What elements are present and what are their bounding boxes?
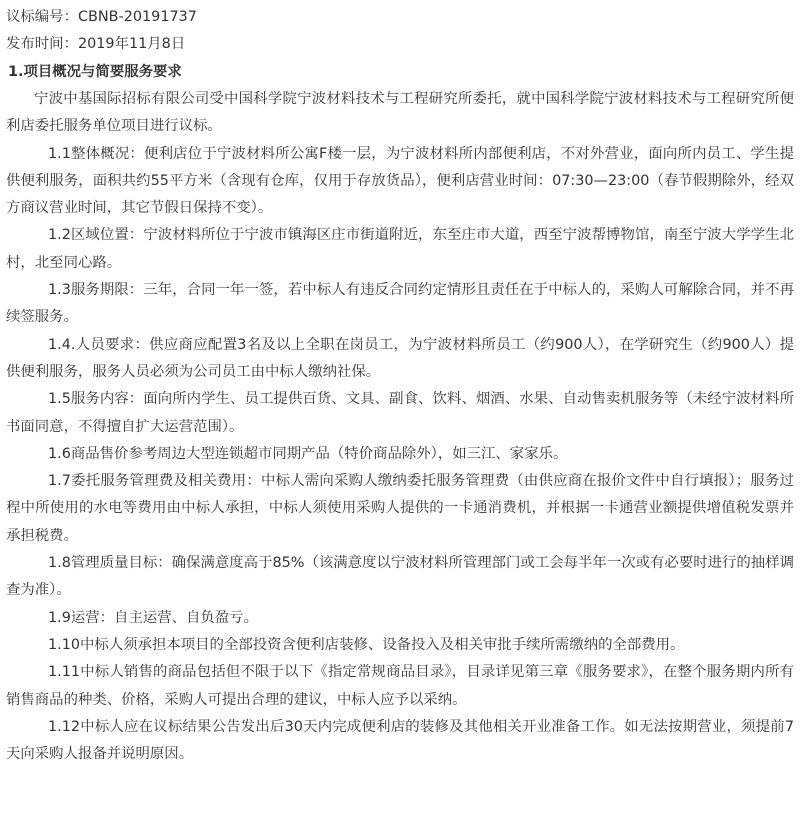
- intro-paragraph: 宁波中基国际招标有限公司受中国科学院宁波材料技术与工程研究所委托，就中国科学院宁波材料技术与工程研究所便利店委托服务单位项目进行议标。: [6, 91, 794, 135]
- item-1-9-operation: 1.9运营：自主运营、自负盈亏。: [48, 609, 258, 626]
- item-1-1-overview: 1.1整体概况：便利店位于宁波材料所公寓F楼一层，为宁波材料所内部便利店，不对外营业，面向所内员工、学生提供便利服务，面积共约55平方米（含现有仓库，仅用于存放货品），便利店营业时间：07:30—23:00（春节假期除外，经双方商议营业时间，其它节假日保持不变）。: [6, 145, 794, 217]
- item-1-10-investment: 1.10中标人须承担本项目的全部投资含便利店装修、设备投入及相关审批手续所需缴纳的全部费用。: [48, 636, 685, 653]
- item-1-3-service-term: 1.3服务期限：三年，合同一年一签，若中标人有违反合同约定情形且责任在于中标人的，采购人可解除合同，并不再续签服务。: [6, 282, 794, 326]
- bid-number: 议标编号：CBNB-20191737: [6, 9, 197, 25]
- item-1-11-products: 1.11中标人销售的商品包括但不限于以下《指定常规商品目录》，目录详见第三章《服务要求》，在整个服务期内所有销售商品的种类、价格，采购人可提出合理的建议，中标人应予以采纳。: [6, 664, 794, 708]
- publish-time: 发布时间：2019年11月8日: [6, 36, 186, 52]
- item-1-6-pricing: 1.6商品售价参考周边大型连锁超市同期产品（特价商品除外），如三江、家家乐。: [48, 445, 568, 462]
- item-1-8-quality-target: 1.8管理质量目标：确保满意度高于85%（该满意度以宁波材料所管理部门或工会每半年一次或有必要时进行的抽样调查为准）。: [6, 555, 794, 599]
- item-1-7-management-fee: 1.7委托服务管理费及相关费用：中标人需向采购人缴纳委托服务管理费（由供应商在报价文件中自行填报）；服务过程中所使用的水电等费用由中标人承担，中标人须使用采购人提供的一卡通消费机，并根据一卡通营业额提供增值税发票并承担税费。: [6, 473, 794, 544]
- item-1-12-opening-preparation: 1.12中标人应在议标结果公告发出后30天内完成便利店的装修及其他相关开业准备工作。如无法按期营业，须提前7天向采购人报备并说明原因。: [6, 718, 794, 763]
- section-title: 1.项目概况与简要服务要求: [8, 64, 182, 80]
- item-1-4-staff-requirements: 1.4.人员要求：供应商应配置3名及以上全职在岗员工，为宁波材料所员工（约900人），在学研究生（约900人）提供便利服务，服务人员必须为公司员工由中标人缴纳社保。: [6, 336, 794, 380]
- item-1-2-location: 1.2区域位置：宁波材料所位于宁波市镇海区庄市街道附近，东至庄市大道，西至宁波帮博物馆，南至宁波大学学生北村，北至同心路。: [6, 227, 794, 271]
- item-1-5-service-content: 1.5服务内容：面向所内学生、员工提供百货、文具、副食、饮料、烟酒、水果、自动售卖机服务等（未经宁波材料所书面同意，不得擅自扩大运营范围）。: [6, 391, 794, 435]
